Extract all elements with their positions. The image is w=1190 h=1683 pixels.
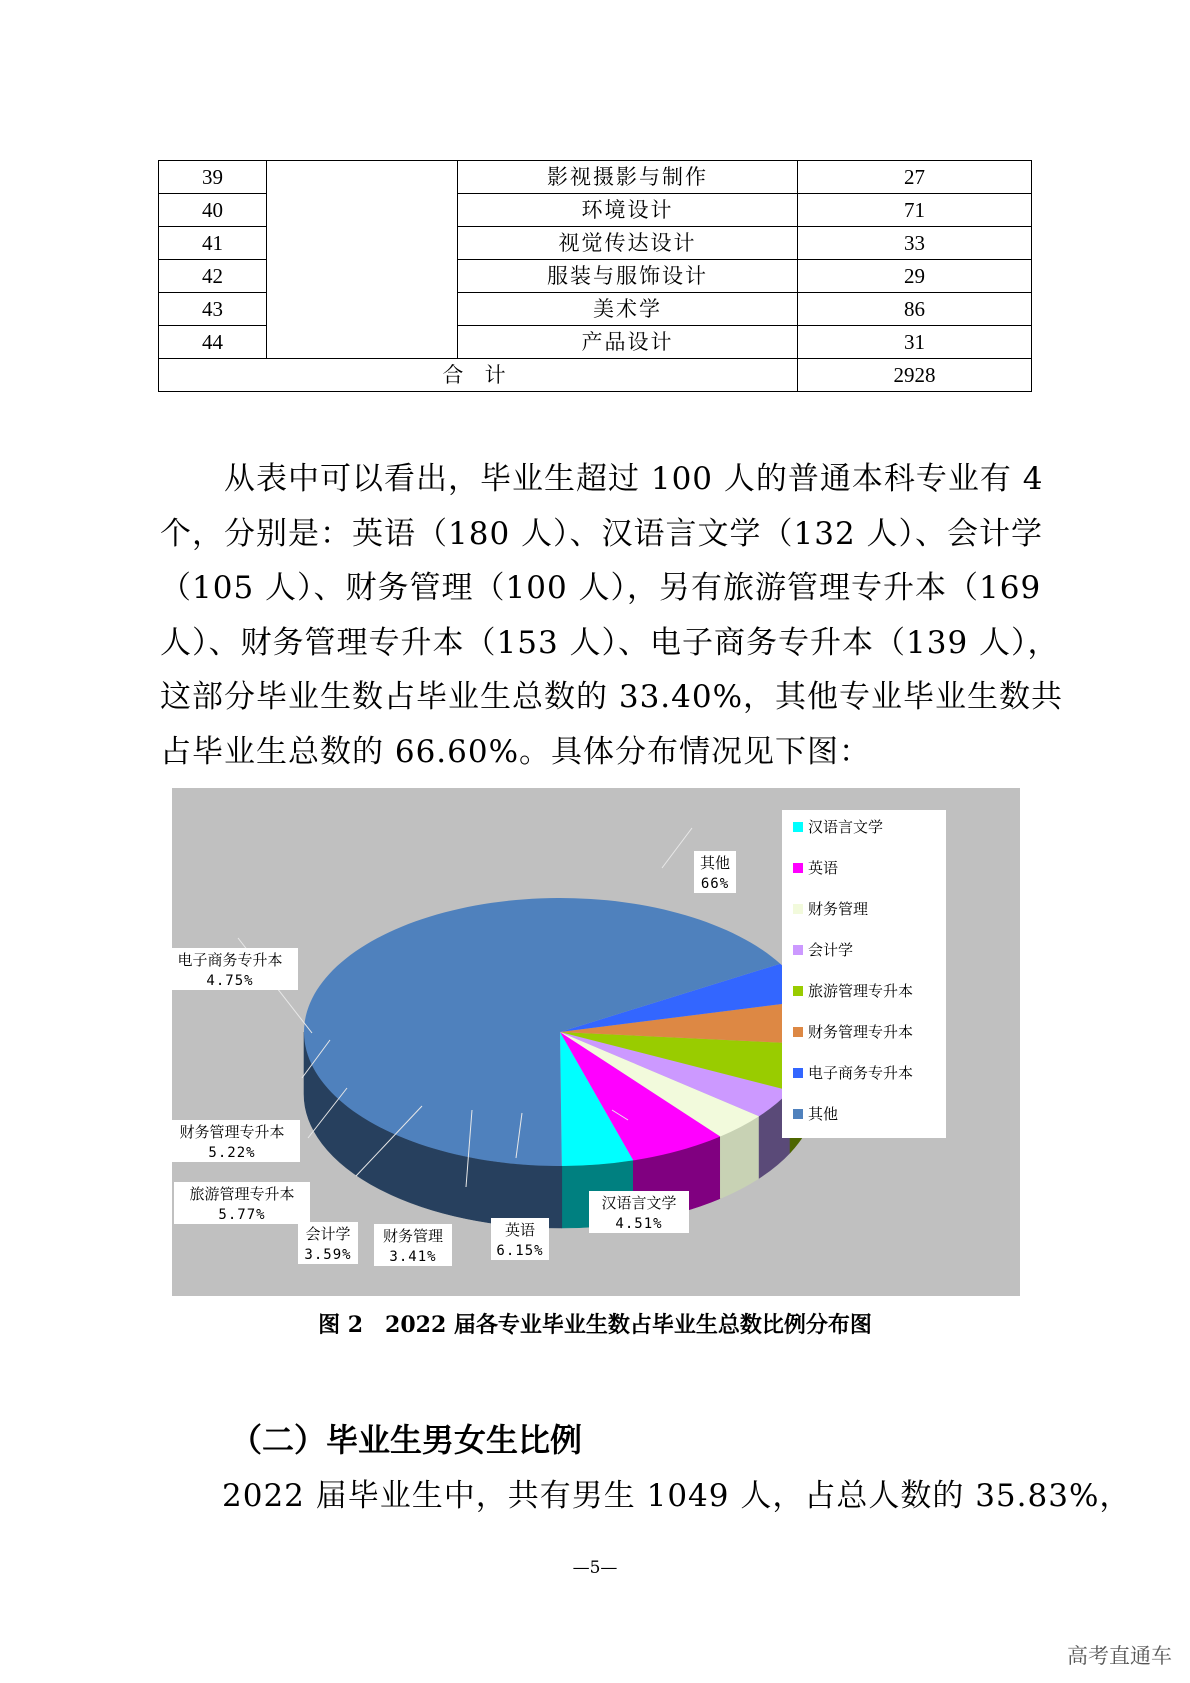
legend-label: 财务管理专升本	[808, 1023, 914, 1041]
legend-label: 旅游管理专升本	[808, 982, 914, 1000]
row-number: 43	[159, 293, 267, 326]
major-name: 产品设计	[458, 326, 798, 359]
legend-swatch	[793, 1027, 803, 1037]
legend-swatch	[793, 1068, 803, 1078]
data-label-name: 旅游管理专升本	[189, 1185, 295, 1203]
data-label	[589, 1191, 689, 1233]
legend-swatch	[793, 904, 803, 914]
data-label-name: 电子商务专升本	[177, 951, 283, 969]
data-label-name: 财务管理专升本	[179, 1123, 285, 1141]
section-heading: （二）毕业生男女生比例	[230, 1421, 583, 1459]
paragraph-line: （105 人）、财务管理（100 人），另有旅游管理专升本（169	[160, 570, 1042, 606]
graduate-count: 86	[798, 293, 1032, 326]
total-value: 2928	[798, 359, 1032, 392]
graduate-count: 27	[798, 161, 1032, 194]
graduate-count: 31	[798, 326, 1032, 359]
total-label: 合 计	[159, 359, 798, 392]
legend-label: 其他	[808, 1105, 839, 1123]
legend-swatch	[793, 945, 803, 955]
row-number: 42	[159, 260, 267, 293]
data-label	[694, 851, 736, 893]
pie-chart	[172, 788, 1020, 1296]
graduate-count: 71	[798, 194, 1032, 227]
figure-caption: 图 2 2022 届各专业毕业生数占毕业生总数比例分布图	[318, 1312, 872, 1338]
table-row	[159, 161, 1032, 194]
total-row	[159, 359, 1032, 392]
row-number: 40	[159, 194, 267, 227]
summary-paragraph	[160, 452, 1064, 779]
graduate-count: 33	[798, 227, 1032, 260]
data-label	[374, 1224, 452, 1266]
data-label-name: 汉语言文学	[601, 1194, 677, 1212]
pie-slices	[304, 898, 816, 1166]
merged-college-cell	[267, 161, 458, 359]
data-label	[491, 1218, 549, 1260]
data-label	[298, 1222, 358, 1264]
paragraph-line: 占毕业生总数的 66.60%。具体分布情况见下图：	[160, 733, 872, 770]
data-label-percent: 5.77%	[218, 1207, 266, 1223]
legend-swatch	[793, 1109, 803, 1119]
data-label-percent: 6.15%	[496, 1243, 544, 1259]
leader-line	[662, 828, 692, 868]
data-label-name: 财务管理	[382, 1227, 444, 1245]
paragraph-line: 人）、财务管理专升本（153 人）、电子商务专升本（139 人），	[160, 624, 1060, 661]
watermark: 高考直通车	[1067, 1644, 1172, 1668]
data-label-name: 会计学	[305, 1225, 351, 1243]
graduate-count: 29	[798, 260, 1032, 293]
row-number: 41	[159, 227, 267, 260]
major-name: 视觉传达设计	[458, 227, 798, 260]
data-label-name: 英语	[504, 1221, 536, 1239]
row-number: 39	[159, 161, 267, 194]
data-label-percent: 3.41%	[389, 1249, 437, 1265]
legend-label: 汉语言文学	[808, 818, 884, 836]
pie-chart-svg	[172, 788, 1020, 1296]
data-label-percent: 5.22%	[208, 1145, 256, 1161]
paragraph-line: 从表中可以看出，毕业生超过 100 人的普通本科专业有 4	[224, 461, 1044, 497]
data-label-name: 其他	[699, 854, 731, 872]
major-name: 环境设计	[458, 194, 798, 227]
legend-label: 财务管理	[808, 900, 869, 918]
major-name: 美术学	[458, 293, 798, 326]
legend-swatch	[793, 986, 803, 996]
body-text-line: 2022 届毕业生中，共有男生 1049 人，占总人数的 35.83%，	[222, 1478, 1132, 1514]
data-label-percent: 4.75%	[206, 973, 254, 989]
chart-legend	[782, 810, 946, 1138]
data-label	[172, 948, 298, 990]
data-label-percent: 3.59%	[304, 1247, 352, 1263]
legend-label: 会计学	[808, 941, 854, 959]
legend-label: 电子商务专升本	[808, 1064, 914, 1082]
page-number: —5—	[572, 1558, 618, 1578]
legend-swatch	[793, 863, 803, 873]
data-label	[172, 1120, 300, 1162]
paragraph-line: 个，分别是：英语（180 人）、汉语言文学（132 人）、会计学	[160, 515, 1044, 552]
legend-swatch	[793, 822, 803, 832]
data-label-percent: 66%	[700, 876, 730, 892]
data-label-percent: 4.51%	[615, 1216, 663, 1232]
legend-label: 英语	[808, 859, 839, 877]
legend-box	[782, 810, 946, 1138]
row-number: 44	[159, 326, 267, 359]
paragraph-line: 这部分毕业生数占毕业生总数的 33.40%，其他专业毕业生数共	[160, 679, 1064, 715]
majors-table	[158, 160, 1031, 392]
major-name: 影视摄影与制作	[458, 161, 798, 194]
major-name: 服装与服饰设计	[458, 260, 798, 293]
data-label	[174, 1182, 310, 1224]
